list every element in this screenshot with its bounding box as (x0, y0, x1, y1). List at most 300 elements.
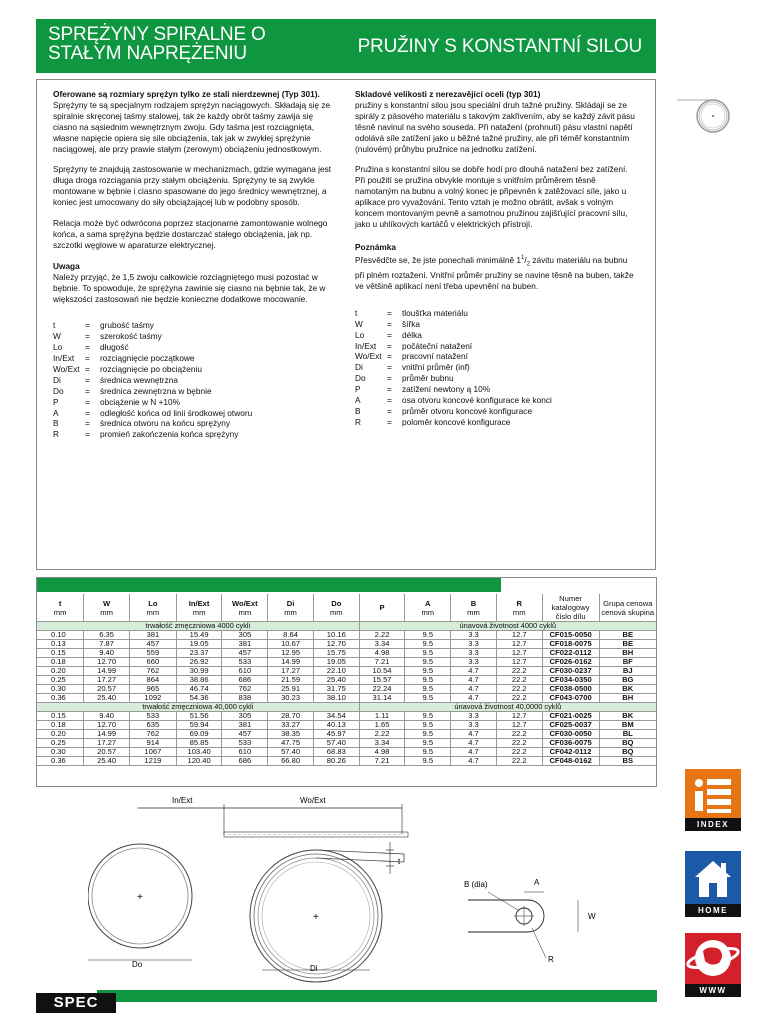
legend-row (355, 330, 637, 341)
title-polish-line-2: STAŁYM NAPRĘŻENIU (48, 43, 247, 64)
price-group-cell: BK (599, 685, 656, 694)
table-cell: 381 (222, 640, 268, 649)
table-cell: 31.75 (313, 685, 359, 694)
table-cell: 0.18 (37, 721, 84, 730)
czech-paragraph-1: pružiny s konstantní silou jsou speciální druh tažné pružiny. Skládají se ze spirály z pásového materiálu s takovým zakřivením, aby se každý závit pásu těsně navinul na svého souseda. Při natažení (prohnutí) pásu vlastní napětí odolává síle zatížení jako u běžné tažné pružiny, ale při téměř konstantním (nulovém) průhybu pružnice na jednotku zatížení. (355, 99, 635, 154)
table-row (37, 694, 656, 703)
table-cell: 533 (129, 712, 176, 721)
legend-symbol: Lo (53, 342, 63, 353)
table-cell: 9.5 (405, 739, 451, 748)
polish-paragraph-3: Relacja może być odwrócona poprzez stacjonarne zamontowanie wolnego końca, a sama sprężyna będzie dostarczać stałego obciążenia, jak np. szczotki węglowe w aparaturze elektrycznej. (53, 218, 328, 250)
legend-description: průměr otvoru koncové konfigurace (402, 405, 533, 416)
table-cell: 6.35 (84, 631, 130, 640)
legend-equals: = (85, 374, 90, 385)
catalog-number-cell: CF030-0050 (542, 730, 599, 739)
col-header (313, 594, 359, 622)
table-cell: 51.56 (176, 712, 222, 721)
label-di: Di (310, 964, 318, 973)
table-cell: 12.7 (496, 721, 542, 730)
legend-symbol: A (53, 407, 59, 418)
table-cell: 305 (222, 631, 268, 640)
price-group-cell: BH (599, 694, 656, 703)
legend-equals: = (85, 320, 90, 331)
label-b-dia: B (dia) (464, 880, 488, 889)
legend-symbol: P (355, 384, 361, 395)
table-cell: 17.27 (84, 739, 130, 748)
catalog-number-cell: CF042-0112 (542, 748, 599, 757)
table-cell: 10.67 (268, 640, 314, 649)
legend-row (53, 429, 335, 440)
polish-legend (53, 320, 335, 440)
price-group-cell: BM (599, 721, 656, 730)
legend-description: tloušťka materiálu (402, 307, 468, 318)
legend-symbol: B (53, 418, 59, 429)
col-unit: mm (421, 607, 435, 617)
price-group-cell: BJ (599, 667, 656, 676)
polish-paragraph-1: Sprężyny te są specjalnym rodzajem sprężyn naciągowych. Składają się ze spiralnie skręconej taśmy stalowej, tak że każdy obrót taśmy zawija się ciasno na sąsiednim wewnętrznym zwoju. Gdy taśma jest rozciągnięta, własne napięcie opiera się sile obciążenia, tak jak w zwykłej sprężynie naciągowej, ale przy prawie stałym (zerowym) obciążeniu jednostkowym. (53, 99, 331, 154)
table-cell: 12.7 (496, 640, 542, 649)
col-symbol: P (379, 603, 385, 612)
table-cell: 3.34 (359, 739, 405, 748)
col-symbol: In/Ext (188, 598, 210, 608)
table-cell: 20.57 (84, 748, 130, 757)
legend-symbol: P (53, 396, 59, 407)
catalog-number-cell: CF021-0025 (542, 712, 599, 721)
table-cell: 9.5 (405, 658, 451, 667)
legend-row (355, 406, 637, 417)
table-cell: 965 (129, 685, 176, 694)
col-header (405, 594, 451, 622)
table-cell: 2.22 (359, 730, 405, 739)
spec-table (37, 594, 656, 766)
legend-description: počáteční natažení (402, 340, 473, 351)
legend-description: grubość taśmy (100, 320, 154, 331)
table-cell: 45.97 (313, 730, 359, 739)
legend-symbol: t (355, 307, 358, 318)
title-czech: PRUŽINY S KONSTANTNÍ SILOU (357, 36, 642, 57)
catalog-number-cell: CF015-0050 (542, 631, 599, 640)
table-cell: 9.5 (405, 757, 451, 766)
price-group-cell: BE (599, 640, 656, 649)
table-cell: 28.70 (268, 712, 314, 721)
col-header (37, 594, 84, 622)
legend-symbol: A (355, 395, 361, 406)
table-cell: 10.16 (313, 631, 359, 640)
legend-equals: = (85, 396, 90, 407)
legend-description: délka (402, 329, 422, 340)
table-cell: 457 (129, 640, 176, 649)
legend-description: odległość końca od linii środkowej otworu (100, 407, 253, 418)
table-cell: 14.99 (268, 658, 314, 667)
col-unit: mm (329, 607, 343, 617)
col-header (496, 594, 542, 622)
legend-row (53, 408, 335, 419)
legend-equals: = (387, 362, 392, 373)
table-cell: 3.3 (451, 631, 497, 640)
col-unit: mm (53, 607, 67, 617)
title-polish-line-1: SPRĘŻYNY SPIRALNE O (48, 24, 266, 45)
table-cell: 12.7 (496, 649, 542, 658)
legend-symbol: Di (53, 374, 61, 385)
table-cell: 22.2 (496, 676, 542, 685)
legend-row (53, 342, 335, 353)
table-cell: 1.65 (359, 721, 405, 730)
legend-description: rozciągnięcie po obciążeniu (100, 363, 202, 374)
table-cell: 9.5 (405, 640, 451, 649)
catalog-number-cell: CF022-0112 (542, 649, 599, 658)
table-cell: 0.18 (37, 658, 84, 667)
label-a: A (534, 878, 540, 887)
spring-diagram (88, 792, 688, 984)
legend-row (53, 353, 335, 364)
svg-text:+: + (137, 892, 143, 903)
table-cell: 34.54 (313, 712, 359, 721)
index-button[interactable] (685, 769, 741, 831)
table-cell: 12.7 (496, 631, 542, 640)
table-cell: 610 (222, 667, 268, 676)
czech-note-sup: 1 (521, 254, 525, 261)
legend-row (355, 308, 637, 319)
legend-description: vnitřní průměr (inf) (402, 362, 470, 373)
czech-note-start: Přesvědčte se, že jste ponechali minimálně 1 (355, 254, 522, 265)
czech-note-slash: / (524, 254, 527, 265)
title-polish (48, 25, 266, 63)
table-cell: 66.80 (268, 757, 314, 766)
legend-description: średnica otworu na końcu sprężyny (100, 418, 231, 429)
table-cell: 9.5 (405, 649, 451, 658)
table-cell: 38.10 (313, 694, 359, 703)
table-row (37, 757, 656, 766)
price-group-cell: BS (599, 757, 656, 766)
table-cell: 120.40 (176, 757, 222, 766)
table-cell: 762 (222, 685, 268, 694)
spec-logo: SPEC (36, 993, 116, 1013)
col-header (84, 594, 130, 622)
table-cell: 30.99 (176, 667, 222, 676)
table-cell: 9.5 (405, 667, 451, 676)
label-woext: Wo/Ext (300, 796, 326, 805)
table-cell: 0.15 (37, 712, 84, 721)
catalog-number-cell: CF018-0075 (542, 640, 599, 649)
table-cell: 22.2 (496, 685, 542, 694)
price-group-cell: BK (599, 712, 656, 721)
col-header (176, 594, 222, 622)
czech-column (355, 89, 637, 428)
table-cell: 4.7 (451, 739, 497, 748)
legend-equals: = (387, 307, 392, 318)
legend-equals: = (85, 407, 90, 418)
legend-row (355, 384, 637, 395)
legend-equals: = (85, 342, 90, 353)
table-cell: 12.70 (84, 658, 130, 667)
band-label-polish: trwałość zmęczniowa 40,000 cykli (37, 703, 359, 712)
legend-equals: = (387, 329, 392, 340)
table-cell: 9.5 (405, 685, 451, 694)
table-cell: 9.5 (405, 676, 451, 685)
price-group-cell: BQ (599, 748, 656, 757)
table-cell: 31.14 (359, 694, 405, 703)
index-icon (685, 769, 741, 818)
table-cell: 26.92 (176, 658, 222, 667)
catalog-number-cell: CF043-0700 (542, 694, 599, 703)
table-cell: 21.59 (268, 676, 314, 685)
legend-description: pracovní natažení (402, 351, 468, 362)
legend-description: promień zakończenia końca sprężyny (100, 429, 239, 440)
col-symbol: t (58, 598, 62, 608)
legend-symbol: R (355, 416, 361, 427)
price-group-cell: BL (599, 730, 656, 739)
table-cell: 0.10 (37, 631, 84, 640)
table-cell: 9.5 (405, 712, 451, 721)
band-label-czech: únavová životnost 40,0000 cyklů (359, 703, 656, 712)
legend-equals: = (387, 384, 392, 395)
table-cell: 610 (222, 748, 268, 757)
table-cell: 15.57 (359, 676, 405, 685)
table-cell: 0.36 (37, 694, 84, 703)
table-cell: 4.98 (359, 748, 405, 757)
czech-note-end: závitu materiálu na bubnu při plném roztažení. Vnitřní průměr pružiny se navine těsně na buben, takže ve většině aplikací není třeba upevnění na buben. (355, 254, 634, 292)
table-cell: 20.57 (84, 685, 130, 694)
table-cell: 4.7 (451, 694, 497, 703)
globe-icon (685, 933, 741, 984)
catalog-number-cell: CF048-0162 (542, 757, 599, 766)
table-cell: 22.2 (496, 748, 542, 757)
home-label: HOME (685, 904, 741, 917)
col-header (268, 594, 314, 622)
table-cell: 1067 (129, 748, 176, 757)
table-cell: 9.5 (405, 694, 451, 703)
table-cell: 46.74 (176, 685, 222, 694)
col-unit: mm (100, 607, 113, 617)
table-cell: 457 (222, 649, 268, 658)
spring-thumbnail-image (677, 95, 741, 135)
table-cell: 19.05 (313, 658, 359, 667)
catalog-number-cell: CF025-0037 (542, 721, 599, 730)
table-cell: 25.40 (84, 694, 130, 703)
table-cell: 68.83 (313, 748, 359, 757)
catalog-header-line-1: Numer katalogowy (551, 594, 590, 612)
czech-note-sub: 2 (526, 261, 531, 268)
table-cell: 4.98 (359, 649, 405, 658)
col-header (222, 594, 268, 622)
table-cell: 10.54 (359, 667, 405, 676)
legend-equals: = (85, 331, 90, 342)
table-cell: 0.15 (37, 649, 84, 658)
home-icon (685, 851, 741, 904)
legend-row (355, 351, 637, 362)
table-cell: 660 (129, 658, 176, 667)
table-cell: 762 (129, 667, 176, 676)
polish-paragraph-2: Sprężyny te znajdują zastosowanie w mechanizmach, gdzie wymagana jest długa droga rozciągania przy stałym obciążeniu. Sprężyny te są zwykle montowane w bębnie i ciasno spasowane do jego średnicy wewnętrznej, a koniec jest umocowany do siły obciążającej lub w podobny sposób. (53, 164, 332, 208)
table-cell: 2.22 (359, 631, 405, 640)
table-cell: 1219 (129, 757, 176, 766)
table-cell: 12.95 (268, 649, 314, 658)
table-cell: 4.7 (451, 667, 497, 676)
legend-symbol: Lo (355, 329, 365, 340)
group-header-line-1: Grupa cenowa (603, 598, 653, 608)
legend-symbol: Do (355, 373, 366, 384)
col-unit: mm (146, 607, 160, 617)
legend-equals: = (85, 353, 90, 364)
group-header-line-2: cenová skupina (601, 607, 655, 617)
legend-row (355, 319, 637, 330)
table-cell: 3.34 (359, 640, 405, 649)
legend-description: długość (100, 342, 129, 353)
table-cell: 4.7 (451, 685, 497, 694)
legend-symbol: R (53, 429, 59, 440)
col-unit: mm (238, 607, 252, 617)
table-cell: 12.7 (496, 712, 542, 721)
price-group-cell: BH (599, 649, 656, 658)
col-header (129, 594, 176, 622)
table-cell: 0.30 (37, 685, 84, 694)
table-cell: 0.20 (37, 667, 84, 676)
table-cell: 30.23 (268, 694, 314, 703)
legend-equals: = (387, 340, 392, 351)
polish-column (53, 89, 335, 440)
index-label: INDEX (685, 818, 741, 831)
table-cell: 17.27 (268, 667, 314, 676)
legend-row (53, 397, 335, 408)
col-unit: mm (192, 607, 206, 617)
table-cell: 12.7 (496, 658, 542, 667)
polish-note-title: Uwaga (53, 260, 80, 271)
legend-symbol: B (355, 405, 361, 416)
table-cell: 22.2 (496, 730, 542, 739)
table-cell: 0.25 (37, 676, 84, 685)
table-cell: 54.36 (176, 694, 222, 703)
legend-row (53, 375, 335, 386)
table-cell: 0.13 (37, 640, 84, 649)
col-header-group (599, 594, 656, 622)
table-cell: 3.3 (451, 640, 497, 649)
legend-row (53, 331, 335, 342)
polish-heading: Oferowane są rozmiary sprężyn tylko ze stali nierdzewnej (Typ 301). (53, 89, 320, 99)
table-cell: 838 (222, 694, 268, 703)
table-cell: 4.7 (451, 676, 497, 685)
table-cell: 3.3 (451, 721, 497, 730)
www-button[interactable] (685, 933, 741, 997)
table-cell: 14.99 (84, 730, 130, 739)
col-symbol: Lo (148, 598, 158, 608)
table-cell: 57.40 (313, 739, 359, 748)
legend-equals: = (387, 318, 392, 329)
table-cell: 686 (222, 676, 268, 685)
legend-description: średnica zewnętrzna w bębnie (100, 385, 212, 396)
legend-description: zatížení newtony ą 10% (402, 384, 491, 395)
band-label-polish: trwałość zmęczniowa 4000 cykli (37, 622, 359, 631)
table-cell: 4.7 (451, 757, 497, 766)
legend-symbol: W (53, 331, 61, 342)
table-cell: 47.75 (268, 739, 314, 748)
table-cell: 0.20 (37, 730, 84, 739)
czech-legend (355, 308, 637, 428)
price-group-cell: BG (599, 676, 656, 685)
catalog-number-cell: CF038-0500 (542, 685, 599, 694)
home-button[interactable] (685, 851, 741, 917)
col-header-catalog (542, 594, 599, 622)
czech-heading: Skladové velikosti z nerezavějící oceli (typ 301) (355, 89, 541, 99)
band-label-czech: únavová životnost 4000 cyklů (359, 622, 656, 631)
legend-row (355, 362, 637, 373)
table-cell: 4.7 (451, 730, 497, 739)
czech-paragraph-2: Pružina s konstantní silou se dobře hodí pro dlouhá natažení bez zatížení. Při použití se pružina obvykle montuje s vnitřním průměrem těsně namotaným na bubnu a volný konec je připevněn k zatěžovací síle, jako u aplikace pro vyvažování. Tento vztah je možno obrátit, avšak s volným koncem montovaným pevně a samotnou pružinou zajišťující pracovní sílu, jako u uhlíkových kartáčů v elektrických přístrojí. (355, 164, 628, 229)
table-cell: 103.40 (176, 748, 222, 757)
price-group-cell: BE (599, 631, 656, 640)
czech-note-title: Poznámka (355, 241, 397, 252)
table-cell: 9.5 (405, 721, 451, 730)
table-cell: 1.11 (359, 712, 405, 721)
legend-equals: = (387, 416, 392, 427)
legend-description: szerokość taśmy (100, 331, 162, 342)
legend-symbol: Wo/Ext (355, 351, 382, 362)
col-unit: mm (284, 607, 297, 617)
table-cell: 12.70 (313, 640, 359, 649)
description-panel (36, 79, 656, 570)
catalog-number-cell: CF036-0075 (542, 739, 599, 748)
table-cell: 0.30 (37, 748, 84, 757)
col-symbol: B (470, 598, 477, 608)
table-cell: 40.13 (313, 721, 359, 730)
www-label: WWW (685, 984, 741, 997)
legend-row (355, 395, 637, 406)
table-cell: 9.40 (84, 649, 130, 658)
table-cell: 686 (222, 757, 268, 766)
polish-note: Należy przyjąć, że 1,5 zwoju całkowicie rozciągniętego musi pozostać w bębnie. To spowoduje, że sprężyna zawinie się ciasno na bębnie tak, że w większości zastosowań nie będzie konieczne dodatkowe mocowanie. (53, 271, 326, 304)
col-symbol: A (425, 598, 431, 608)
spec-table-panel (36, 577, 657, 787)
legend-row (53, 418, 335, 429)
footer-bar (97, 990, 657, 1002)
table-cell: 9.5 (405, 730, 451, 739)
col-symbol: Di (286, 598, 295, 608)
table-cell: 22.2 (496, 694, 542, 703)
table-cell: 69.09 (176, 730, 222, 739)
legend-description: obciążenie w N +10% (100, 396, 181, 407)
table-cell: 381 (129, 631, 176, 640)
legend-description: średnica wewnętrzna (100, 374, 178, 385)
legend-row (53, 364, 335, 375)
table-cell: 15.49 (176, 631, 222, 640)
table-cell: 3.3 (451, 712, 497, 721)
catalog-number-cell: CF026-0162 (542, 658, 599, 667)
table-cell: 0.25 (37, 739, 84, 748)
table-cell: 4.7 (451, 748, 497, 757)
table-cell: 457 (222, 730, 268, 739)
table-cell: 8.64 (268, 631, 314, 640)
legend-equals: = (387, 351, 392, 362)
legend-row (53, 320, 335, 331)
col-symbol: W (103, 598, 111, 608)
table-cell: 305 (222, 712, 268, 721)
legend-equals: = (85, 429, 90, 440)
label-r: R (548, 955, 554, 964)
legend-symbol: Di (355, 362, 363, 373)
catalog-header-line-2: číslo dílu (555, 612, 586, 621)
col-symbol: R (516, 598, 522, 608)
legend-equals: = (387, 395, 392, 406)
table-cell: 80.26 (313, 757, 359, 766)
table-cell: 3.3 (451, 658, 497, 667)
table-cell: 57.40 (268, 748, 314, 757)
col-unit: mm (512, 607, 526, 617)
table-cell: 19.05 (176, 640, 222, 649)
page-header (36, 19, 656, 73)
table-cell: 533 (222, 658, 268, 667)
table-cell: 14.99 (84, 667, 130, 676)
table-cell: 9.5 (405, 631, 451, 640)
col-symbol: Wo/Ext (232, 598, 258, 608)
